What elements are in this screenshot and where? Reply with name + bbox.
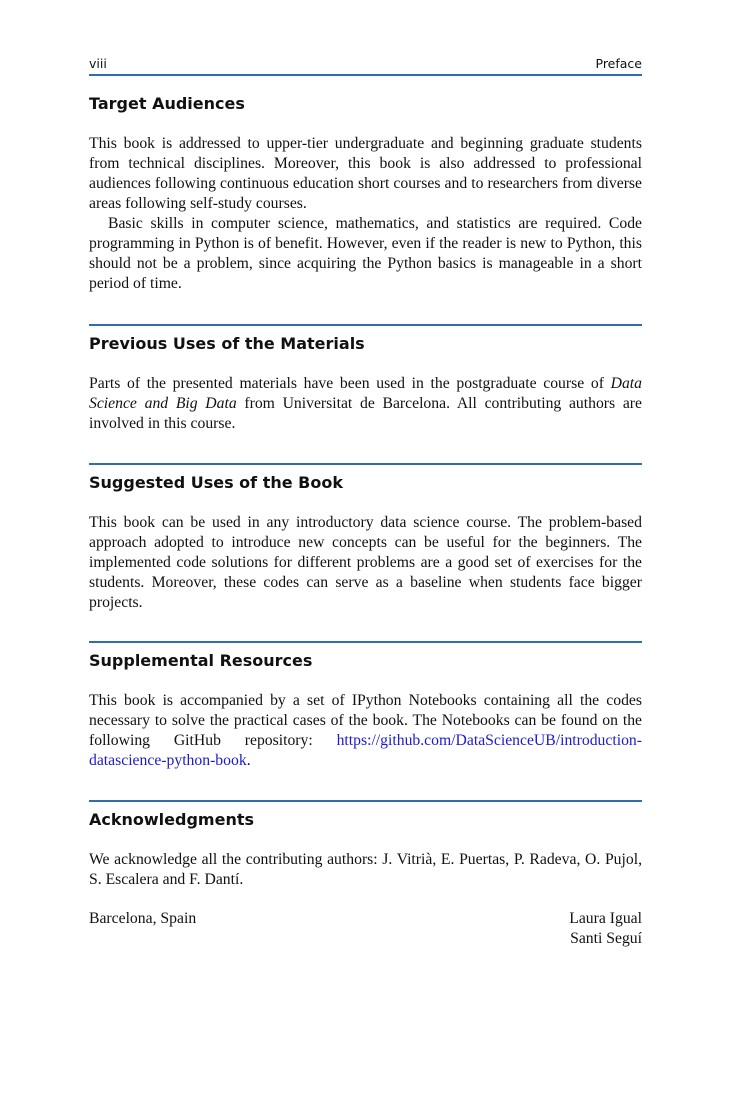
- section-heading: Previous Uses of the Materials: [89, 334, 365, 353]
- section-target-audiences: [89, 94, 642, 294]
- signature-place: Barcelona, Spain: [89, 910, 197, 927]
- section-heading: Suggested Uses of the Book: [89, 473, 343, 492]
- paragraph: [89, 374, 642, 434]
- paragraph-text: Parts of the presented materials have been used in the postgraduate course of: [89, 375, 611, 392]
- paragraph-text: from Universitat de Barcelona. All contributing authors are involved in this course.: [89, 395, 642, 432]
- author-name: Santi Seguí: [570, 930, 642, 947]
- paragraph-text: This book is accompanied by a set of IPython Notebooks containing all the codes necessary to solve the practical cases of the book. The Notebooks can be found on the following GitHub repository:: [89, 692, 642, 749]
- signature-names: [569, 909, 642, 949]
- course-name: Data Science and Big Data: [89, 375, 642, 412]
- section-heading: Target Audiences: [89, 94, 245, 113]
- paragraph: This book can be used in any introductory data science course. The problem-based approach adopted to introduce new concepts can be useful for the beginners. The implemented code solutions for different problems are a good set of exercises for the students. Moreover, these codes can serve as a baseline when students face bigger projects.: [89, 514, 642, 611]
- paragraph: We acknowledge all the contributing authors: J. Vitrià, E. Puertas, P. Radeva, O. Pujol, S. Escalera and F. Dantí.: [89, 851, 642, 888]
- section-supplemental-resources: [89, 641, 642, 771]
- paragraph: [89, 691, 642, 771]
- running-title: Preface: [595, 56, 642, 71]
- section-suggested-uses: [89, 463, 642, 613]
- repository-link[interactable]: https://github.com/DataScienceUB/introduction-datascience-python-book: [89, 732, 642, 769]
- section-previous-uses: [89, 324, 642, 434]
- paragraph-text: .: [246, 752, 251, 769]
- section-acknowledgments: [89, 800, 642, 890]
- section-heading: Acknowledgments: [89, 810, 254, 829]
- paragraph: Basic skills in computer science, mathematics, and statistics are required. Code programming in Python is of benefit. However, even if the reader is new to Python, this should not be a problem, since acquiring the Python basics is manageable in a short period of time.: [89, 215, 642, 292]
- paragraph: This book is addressed to upper-tier undergraduate and beginning graduate students from technical disciplines. Moreover, this book is also addressed to professional audiences following continuous education short courses and to researchers from diverse areas following self-study courses.: [89, 135, 642, 212]
- section-heading: Supplemental Resources: [89, 651, 313, 670]
- author-name: Laura Igual: [569, 910, 642, 927]
- page-number: viii: [89, 56, 107, 71]
- running-head: [89, 56, 642, 76]
